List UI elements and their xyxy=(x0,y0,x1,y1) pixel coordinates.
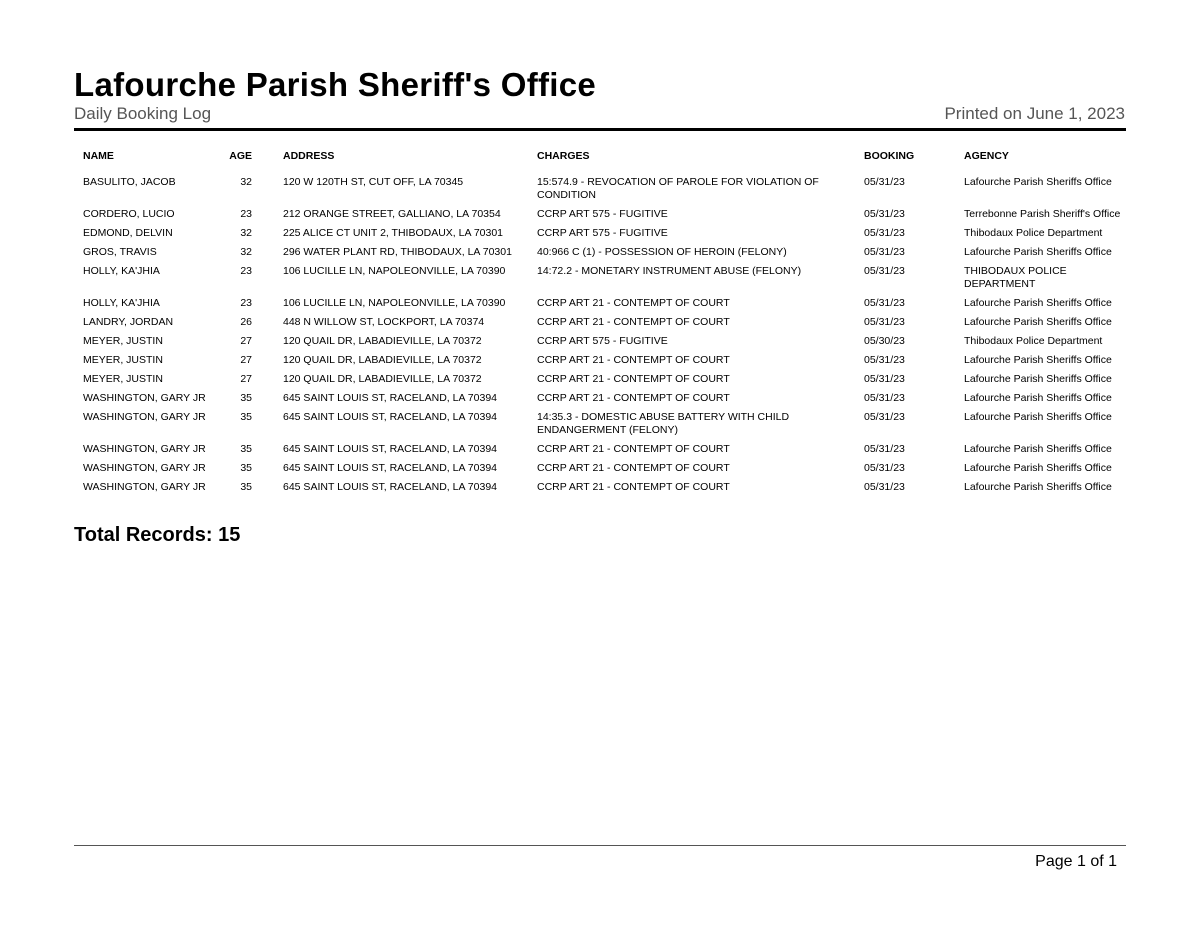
cell-age: 35 xyxy=(240,481,252,493)
cell-age: 32 xyxy=(240,246,252,258)
cell-charges: CCRP ART 575 - FUGITIVE xyxy=(537,227,668,239)
cell-agency: Lafourche Parish Sheriffs Office xyxy=(964,246,1112,258)
cell-address: 645 SAINT LOUIS ST, RACELAND, LA 70394 xyxy=(283,443,497,455)
cell-address: 106 LUCILLE LN, NAPOLEONVILLE, LA 70390 xyxy=(283,265,506,277)
cell-booking: 05/31/23 xyxy=(864,462,905,474)
cell-name: GROS, TRAVIS xyxy=(83,246,157,258)
table-row xyxy=(74,265,1126,297)
cell-charges: CCRP ART 21 - CONTEMPT OF COURT xyxy=(537,373,730,385)
cell-address: 645 SAINT LOUIS ST, RACELAND, LA 70394 xyxy=(283,411,497,423)
cell-charges: CCRP ART 575 - FUGITIVE xyxy=(537,208,668,220)
total-records: Total Records: 15 xyxy=(74,524,241,546)
page-number: Page 1 of 1 xyxy=(1035,853,1117,870)
cell-address: 106 LUCILLE LN, NAPOLEONVILLE, LA 70390 xyxy=(283,297,506,309)
cell-name: HOLLY, KA'JHIA xyxy=(83,297,160,309)
cell-name: WASHINGTON, GARY JR xyxy=(83,392,206,404)
table-row xyxy=(74,335,1126,354)
column-header-booking: BOOKING xyxy=(864,150,915,162)
column-header-name: NAME xyxy=(83,150,114,162)
cell-charges: CCRP ART 575 - FUGITIVE xyxy=(537,335,668,347)
cell-age: 32 xyxy=(240,176,252,188)
cell-name: EDMOND, DELVIN xyxy=(83,227,173,239)
cell-charges: CCRP ART 21 - CONTEMPT OF COURT xyxy=(537,316,730,328)
cell-name: CORDERO, LUCIO xyxy=(83,208,175,220)
cell-address: 645 SAINT LOUIS ST, RACELAND, LA 70394 xyxy=(283,392,497,404)
cell-agency: Lafourche Parish Sheriffs Office xyxy=(964,411,1112,423)
cell-name: WASHINGTON, GARY JR xyxy=(83,443,206,455)
cell-name: WASHINGTON, GARY JR xyxy=(83,481,206,493)
cell-address: 120 QUAIL DR, LABADIEVILLE, LA 70372 xyxy=(283,373,482,385)
cell-age: 23 xyxy=(240,265,252,277)
cell-agency: Thibodaux Police Department xyxy=(964,227,1103,239)
cell-charges: 14:72.2 - MONETARY INSTRUMENT ABUSE (FELONY) xyxy=(537,265,802,277)
cell-age: 23 xyxy=(240,297,252,309)
cell-booking: 05/31/23 xyxy=(864,443,905,455)
page-title: Lafourche Parish Sheriff's Office xyxy=(74,66,597,103)
booking-table xyxy=(74,146,1126,500)
cell-name: LANDRY, JORDAN xyxy=(83,316,174,328)
cell-booking: 05/31/23 xyxy=(864,297,905,309)
cell-charges: CCRP ART 21 - CONTEMPT OF COURT xyxy=(537,297,730,309)
cell-agency: Lafourche Parish Sheriffs Office xyxy=(964,443,1112,455)
cell-charges: 40:966 C (1) - POSSESSION OF HEROIN (FELONY) xyxy=(537,246,787,258)
cell-booking: 05/31/23 xyxy=(864,246,905,258)
table-row xyxy=(74,176,1126,208)
cell-agency: Lafourche Parish Sheriffs Office xyxy=(964,354,1112,366)
cell-name: WASHINGTON, GARY JR xyxy=(83,462,206,474)
table-row xyxy=(74,443,1126,462)
table-row xyxy=(74,462,1126,481)
cell-age: 35 xyxy=(240,392,252,404)
cell-booking: 05/31/23 xyxy=(864,373,905,385)
cell-agency: Lafourche Parish Sheriffs Office xyxy=(964,481,1112,493)
cell-address: 120 QUAIL DR, LABADIEVILLE, LA 70372 xyxy=(283,354,482,366)
cell-address: 225 ALICE CT UNIT 2, THIBODAUX, LA 70301 xyxy=(283,227,504,239)
cell-address: 645 SAINT LOUIS ST, RACELAND, LA 70394 xyxy=(283,462,497,474)
column-header-age: AGE xyxy=(229,150,252,162)
page-subtitle: Daily Booking Log xyxy=(74,104,212,123)
cell-age: 27 xyxy=(240,335,252,347)
cell-booking: 05/31/23 xyxy=(864,411,905,423)
cell-address: 296 WATER PLANT RD, THIBODAUX, LA 70301 xyxy=(283,246,512,258)
header-divider xyxy=(74,128,1126,131)
table-body xyxy=(74,176,1126,500)
cell-address: 448 N WILLOW ST, LOCKPORT, LA 70374 xyxy=(283,316,485,328)
cell-booking: 05/31/23 xyxy=(864,316,905,328)
cell-age: 35 xyxy=(240,443,252,455)
cell-age: 27 xyxy=(240,373,252,385)
cell-agency: Thibodaux Police Department xyxy=(964,335,1103,347)
cell-name: BASULITO, JACOB xyxy=(83,176,176,188)
cell-agency: Lafourche Parish Sheriffs Office xyxy=(964,297,1112,309)
cell-charges: CCRP ART 21 - CONTEMPT OF COURT xyxy=(537,443,730,455)
cell-age: 35 xyxy=(240,411,252,423)
cell-charges: CCRP ART 21 - CONTEMPT OF COURT xyxy=(537,354,730,366)
table-row xyxy=(74,392,1126,411)
cell-age: 27 xyxy=(240,354,252,366)
table-row xyxy=(74,481,1126,500)
cell-agency: Lafourche Parish Sheriffs Office xyxy=(964,176,1112,188)
cell-address: 120 QUAIL DR, LABADIEVILLE, LA 70372 xyxy=(283,335,482,347)
cell-booking: 05/31/23 xyxy=(864,354,905,366)
cell-charges: 15:574.9 - REVOCATION OF PAROLE FOR VIOLATION OF CONDITION xyxy=(537,176,819,201)
cell-age: 23 xyxy=(240,208,252,220)
cell-agency: Lafourche Parish Sheriffs Office xyxy=(964,316,1112,328)
cell-address: 212 ORANGE STREET, GALLIANO, LA 70354 xyxy=(283,208,501,220)
cell-agency: THIBODAUX POLICE DEPARTMENT xyxy=(964,265,1067,290)
cell-booking: 05/31/23 xyxy=(864,392,905,404)
cell-booking: 05/30/23 xyxy=(864,335,905,347)
cell-booking: 05/31/23 xyxy=(864,208,905,220)
cell-booking: 05/31/23 xyxy=(864,227,905,239)
table-row xyxy=(74,246,1126,265)
cell-age: 26 xyxy=(240,316,252,328)
table-row xyxy=(74,411,1126,443)
cell-charges: CCRP ART 21 - CONTEMPT OF COURT xyxy=(537,481,730,493)
cell-charges: CCRP ART 21 - CONTEMPT OF COURT xyxy=(537,392,730,404)
cell-charges: 14:35.3 - DOMESTIC ABUSE BATTERY WITH CHILD ENDANGERMENT (FELONY) xyxy=(537,411,790,436)
table-row xyxy=(74,227,1126,246)
cell-name: HOLLY, KA'JHIA xyxy=(83,265,160,277)
column-header-agency: AGENCY xyxy=(964,150,1009,162)
cell-age: 35 xyxy=(240,462,252,474)
printed-date: Printed on June 1, 2023 xyxy=(944,104,1125,123)
cell-address: 120 W 120TH ST, CUT OFF, LA 70345 xyxy=(283,176,464,188)
cell-address: 645 SAINT LOUIS ST, RACELAND, LA 70394 xyxy=(283,481,497,493)
cell-agency: Lafourche Parish Sheriffs Office xyxy=(964,392,1112,404)
table-header-row xyxy=(74,146,1126,176)
table-row xyxy=(74,354,1126,373)
cell-agency: Terrebonne Parish Sheriff's Office xyxy=(964,208,1121,220)
footer-divider xyxy=(74,845,1126,846)
cell-charges: CCRP ART 21 - CONTEMPT OF COURT xyxy=(537,462,730,474)
cell-agency: Lafourche Parish Sheriffs Office xyxy=(964,462,1112,474)
column-header-address: ADDRESS xyxy=(283,150,335,162)
cell-name: MEYER, JUSTIN xyxy=(83,354,163,366)
cell-booking: 05/31/23 xyxy=(864,481,905,493)
cell-name: MEYER, JUSTIN xyxy=(83,373,163,385)
cell-booking: 05/31/23 xyxy=(864,265,905,277)
cell-age: 32 xyxy=(240,227,252,239)
cell-name: MEYER, JUSTIN xyxy=(83,335,163,347)
table-row xyxy=(74,373,1126,392)
cell-agency: Lafourche Parish Sheriffs Office xyxy=(964,373,1112,385)
table-row xyxy=(74,316,1126,335)
table-row xyxy=(74,297,1126,316)
column-header-charges: CHARGES xyxy=(537,150,590,162)
cell-booking: 05/31/23 xyxy=(864,176,905,188)
cell-name: WASHINGTON, GARY JR xyxy=(83,411,206,423)
table-row xyxy=(74,208,1126,227)
